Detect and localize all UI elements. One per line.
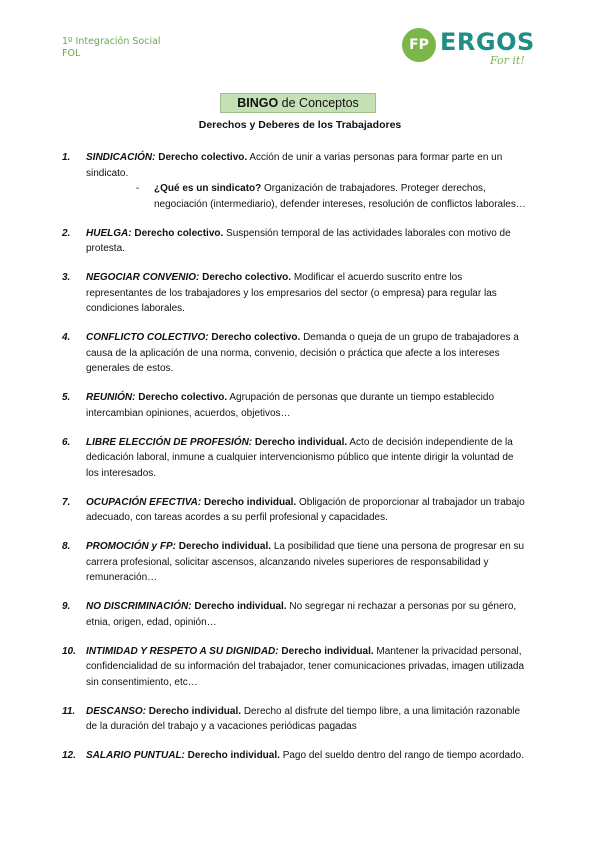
item-number: 2. — [62, 227, 71, 239]
item-number: 7. — [62, 496, 71, 508]
item-term: SINDICACIÓN: — [86, 152, 156, 163]
item-description: Demanda o queja de un grupo de trabajadores a causa de la aplicación de una norma, convenio, decisión o práctica que afecte a los intereses generales de estos. — [86, 332, 519, 374]
list-item — [62, 150, 528, 212]
item-term: REUNIÓN: — [86, 392, 136, 403]
concept-list — [62, 150, 528, 777]
list-item — [62, 539, 528, 586]
item-number: 10. — [62, 645, 76, 657]
list-item — [62, 226, 528, 257]
subject-label: FOL — [62, 48, 81, 59]
item-kind: Derecho individual. — [148, 705, 242, 717]
item-kind: Derecho colectivo. — [202, 272, 292, 283]
item-term: LIBRE ELECCIÓN DE PROFESIÓN: — [86, 436, 253, 448]
item-number: 6. — [62, 436, 71, 448]
item-term: PROMOCIÓN y FP: — [86, 541, 177, 552]
item-kind: Derecho colectivo. — [158, 152, 248, 163]
item-description: Acción de unir a varias personas para formar parte en un sindicato. — [86, 152, 503, 179]
sub-item-text: Organización de trabajadores. Proteger derechos, negociación (intermediario), defender intereses, resolución de conflictos laborales… — [154, 183, 526, 210]
item-kind: Derecho individual. — [281, 645, 374, 657]
item-kind: Derecho individual. — [254, 436, 348, 448]
item-kind: Derecho individual. — [187, 750, 280, 761]
document-header — [62, 36, 161, 60]
item-description: Mantener la privacidad personal, confidencialidad de su información del trabajador, tener comunicaciones privadas, imagen utilizada sin consentimiento, etc… — [86, 645, 525, 688]
item-kind: Derecho individual. — [203, 496, 297, 508]
ergos-logo — [402, 26, 534, 72]
item-number: 5. — [62, 392, 71, 403]
item-term: DESCANSO: — [86, 705, 147, 717]
item-description: Agrupación de personas que durante un tiempo establecido intercambian opiniones, acuerdos, objetivos… — [86, 392, 495, 419]
item-term: INTIMIDAD Y RESPETO A SU DIGNIDAD: — [86, 645, 279, 657]
item-number: 1. — [62, 152, 71, 163]
title-rest: de Conceptos — [278, 96, 359, 110]
item-number: 12. — [62, 750, 76, 761]
item-term: OCUPACIÓN EFECTIVA: — [86, 496, 202, 508]
item-description: Acto de decisión independiente de la dedicación laboral, inmune a cualquier intervencionismo público que intente dirigir la voluntad de los interesados. — [86, 436, 514, 479]
item-term: HUELGA: — [86, 227, 132, 239]
course-label: 1º Integración Social — [62, 36, 161, 47]
item-term: CONFLICTO COLECTIVO: — [86, 332, 209, 343]
list-item — [62, 435, 528, 482]
item-description: Obligación de proporcionar al trabajador un trabajo adecuado, con tareas acordes a su perfil profesional y capacidades. — [86, 496, 525, 523]
item-number: 8. — [62, 541, 71, 552]
item-description: Modificar el acuerdo suscrito entre los representantes de los trabajadores y los empresarios del sector (o empresa) para regular las condiciones laborales. — [86, 272, 497, 314]
list-item — [62, 748, 528, 764]
logo-tagline: For it! — [490, 54, 525, 67]
list-item — [62, 599, 528, 630]
item-description: Derecho al disfrute del tiempo libre, a una limitación razonable de la duración del trabajo y a vacaciones periódicas pagadas — [86, 705, 521, 732]
item-kind: Derecho individual. — [178, 541, 272, 552]
item-description: Pago del sueldo dentro del rango de tiempo acordado. — [279, 750, 524, 761]
item-description: No segregar ni rechazar a personas por su género, etnia, origen, edad, opinión… — [86, 601, 517, 628]
list-item — [62, 390, 528, 421]
sub-item — [136, 181, 528, 212]
logo-word: ERGOS — [440, 28, 535, 56]
item-number: 4. — [62, 332, 71, 343]
item-number: 11. — [62, 705, 76, 717]
list-item — [62, 704, 528, 735]
item-term: NO DISCRIMINACIÓN: — [86, 601, 192, 612]
item-kind: Derecho colectivo. — [138, 392, 228, 403]
item-number: 9. — [62, 601, 71, 612]
item-description: Suspensión temporal de las actividades laborales con motivo de protesta. — [86, 227, 511, 254]
page-subtitle: Derechos y Deberes de los Trabajadores — [198, 119, 402, 131]
item-term: NEGOCIAR CONVENIO: — [86, 272, 200, 283]
fp-logo-mark: FP — [402, 28, 436, 62]
item-kind: Derecho colectivo. — [211, 332, 301, 343]
item-term: SALARIO PUNTUAL: — [86, 750, 185, 761]
bullet-dash: - — [136, 183, 140, 194]
item-kind: Derecho colectivo. — [134, 227, 224, 239]
list-item — [62, 644, 528, 691]
list-item — [62, 270, 528, 317]
item-kind: Derecho individual. — [194, 601, 287, 612]
item-description: La posibilidad que tiene una persona de progresar en su carrera profesional, solicitar ascensos, alcanzando niveles superiores de responsabilidad y remuneración… — [86, 541, 525, 583]
sub-item-question: ¿Qué es un sindicato? — [154, 183, 262, 194]
list-item — [62, 330, 528, 377]
item-number: 3. — [62, 272, 71, 283]
list-item — [62, 495, 528, 526]
page-title — [220, 93, 376, 113]
title-bingo: BINGO — [237, 96, 279, 110]
